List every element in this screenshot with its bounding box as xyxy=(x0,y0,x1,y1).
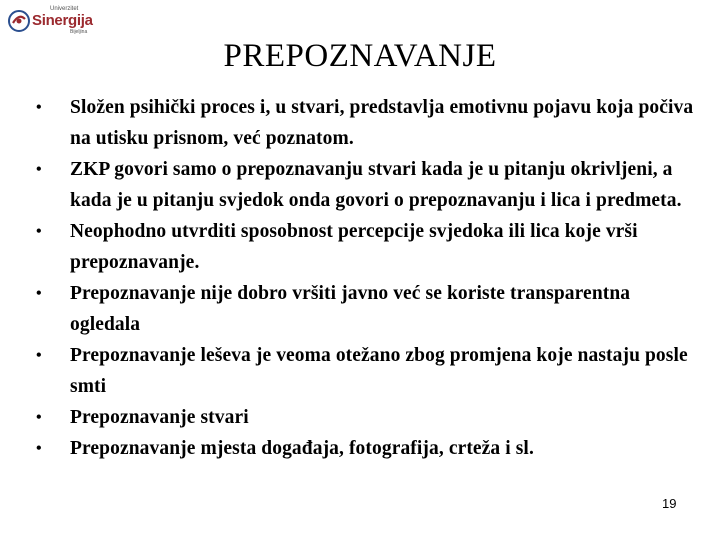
bullet-text: Složen psihički proces i, u stvari, predstavlja emotivnu pojavu koja počiva na utisku prisnom, već poznatom. xyxy=(70,97,694,149)
bullet-text: Prepoznavanje leševa je veoma otežano zbog promjena koje nastaju posle smti xyxy=(70,345,688,397)
bullet-item xyxy=(34,340,694,402)
bullet-item xyxy=(34,154,694,216)
bullet-dot: • xyxy=(36,409,42,426)
bullet-text: Prepoznavanje stvari xyxy=(70,407,249,428)
slide-title: PREPOZNAVANJE xyxy=(223,38,497,74)
sinergija-logo-icon xyxy=(8,10,30,32)
bullet-item xyxy=(34,216,694,278)
bullet-dot: • xyxy=(36,99,42,116)
logo-city: Bijeljina xyxy=(70,29,88,35)
bullet-item xyxy=(34,92,694,154)
bullet-dot: • xyxy=(36,161,42,178)
bullet-text: ZKP govori samo o prepoznavanju stvari kada je u pitanju okrivljeni, a kada je u pitanju svjedok onda govori o prepoznavanju i lica i predmeta. xyxy=(70,159,682,211)
bullet-dot: • xyxy=(36,440,42,457)
bullet-item xyxy=(34,433,694,464)
bullet-dot: • xyxy=(36,285,42,302)
logo-top-text: Univerzitet xyxy=(50,6,79,12)
logo-name: Sinergija xyxy=(32,12,93,29)
page-number: 19 xyxy=(662,496,677,511)
university-logo xyxy=(8,4,94,34)
bullet-text: Neophodno utvrditi sposobnost percepcije svjedoka ili lica koje vrši prepoznavanje. xyxy=(70,221,638,273)
bullet-item xyxy=(34,402,694,433)
bullet-item xyxy=(34,278,694,340)
bullet-text: Prepoznavanje mjesta događaja, fotografija, crteža i sl. xyxy=(70,438,534,459)
bullet-dot: • xyxy=(36,347,42,364)
bullet-text: Prepoznavanje nije dobro vršiti javno već se koriste transparentna ogledala xyxy=(70,283,631,335)
bullet-list xyxy=(34,92,694,464)
bullet-dot: • xyxy=(36,223,42,240)
